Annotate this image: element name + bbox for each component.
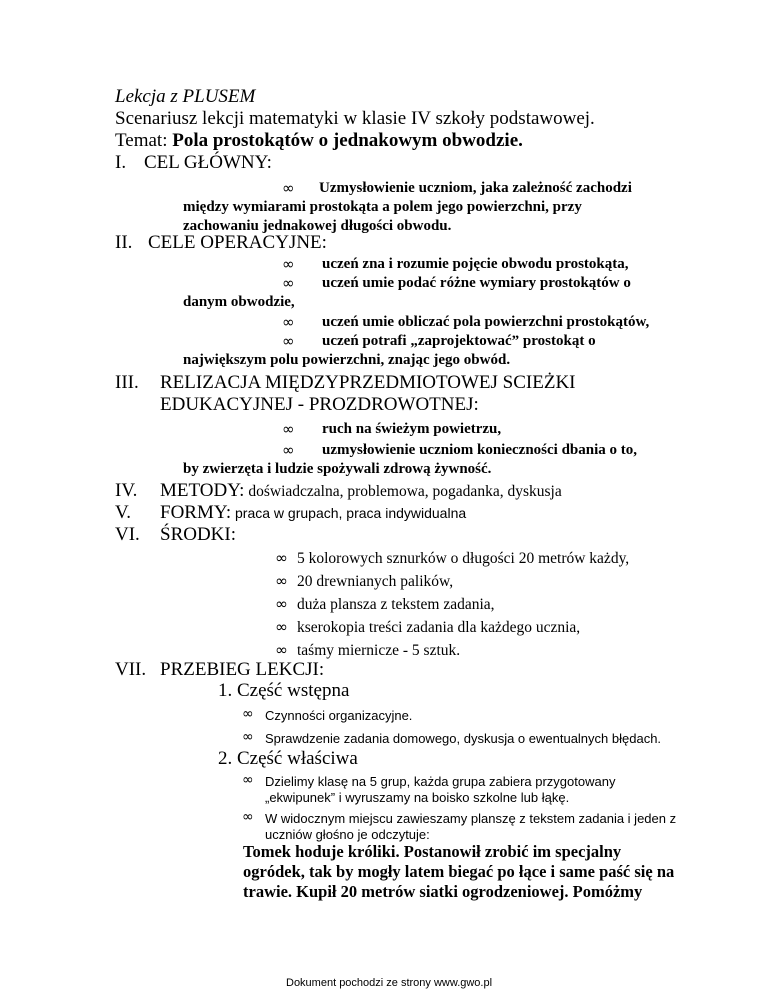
part-2-item-continuation: uczniów głośno je odczytuje: (265, 827, 430, 842)
section-2-item: uczeń umie obliczać pola powierzchni prostokątów, (322, 314, 650, 330)
section-3-item: ruch na świeżym powietrzu, (322, 421, 502, 437)
section-6-item: duża plansza z tekstem zadania, (297, 596, 495, 613)
section-4-number: IV. (115, 480, 138, 501)
bullet-infinity-icon: ∞ (275, 549, 288, 567)
bullet-infinity-icon: ∞ (282, 274, 295, 292)
section-2-number: II. (115, 232, 133, 253)
bullet-infinity-icon: ∞ (282, 255, 295, 273)
bullet-infinity-icon: ∞ (275, 618, 288, 636)
topic-line (115, 130, 523, 152)
section-2-title: CELE OPERACYJNE: (148, 232, 327, 253)
section-6-item: kserokopia treści zadania dla każdego ucznia, (297, 619, 581, 636)
task-line: Tomek hoduje króliki. Postanowił zrobić im specjalny (243, 842, 622, 861)
bullet-infinity-icon: ∞ (282, 420, 295, 438)
part-2-item: W widocznym miejscu zawieszamy planszę z tekstem zadania i jeden z (265, 811, 677, 826)
scenario-line: Scenariusz lekcji matematyki w klasie IV szkoły podstawowej. (115, 108, 595, 129)
section-2-item: uczeń umie podać różne wymiary prostokątów o (322, 275, 631, 291)
lesson-label: Lekcja z PLUSEM (115, 86, 256, 107)
section-1-item-line: zachowaniu jednakowej długości obwodu. (183, 218, 452, 234)
bullet-infinity-icon: ∞ (242, 809, 254, 825)
section-3-title-line: EDUKACYJNEJ - PROZDROWOTNEJ: (160, 394, 479, 415)
section-3-title-line: RELIZACJA MIĘDZYPRZEDMIOTOWEJ SCIEŻKI (160, 372, 576, 393)
section-4-title: METODY: (160, 480, 245, 501)
section-5-number: V. (115, 502, 132, 523)
part-2-title: 2. Część właściwa (218, 748, 358, 769)
bullet-infinity-icon: ∞ (242, 729, 254, 745)
topic-label: Temat: (115, 130, 173, 151)
section-6-item: taśmy miernicze - 5 sztuk. (297, 642, 461, 659)
section-7-number: VII. (115, 659, 147, 680)
section-4-value: doświadczalna, problemowa, pogadanka, dyskusja (244, 483, 562, 500)
bullet-infinity-icon: ∞ (282, 179, 295, 197)
section-1-title: CEL GŁÓWNY: (144, 152, 272, 173)
bullet-infinity-icon: ∞ (275, 641, 288, 659)
section-6-item: 20 drewnianych palików, (297, 573, 454, 590)
section-4-line (160, 480, 562, 503)
section-3-item: uzmysłowienie uczniom konieczności dbania o to, (322, 442, 638, 458)
task-line: ogródek, tak by mogły latem biegać po łące i same paść się na (243, 862, 675, 881)
section-5-title: FORMY: (160, 502, 232, 523)
section-2-item: uczeń zna i rozumie pojęcie obwodu prostokąta, (322, 256, 629, 272)
part-1-item: Czynności organizacyjne. (265, 708, 413, 723)
section-6-title: ŚRODKI: (160, 524, 237, 545)
bullet-infinity-icon: ∞ (275, 572, 288, 590)
bullet-infinity-icon: ∞ (282, 441, 295, 459)
section-1-item-line: Uzmysłowienie uczniom, jaka zależność zachodzi (319, 180, 632, 196)
section-3-item-continuation: by zwierzęta i ludzie spożywali zdrową żywność. (183, 461, 492, 477)
task-line: trawie. Kupił 20 metrów siatki ogrodzeniowej. Pomóżmy (243, 882, 643, 901)
section-2-item-continuation: największym polu powierzchni, znając jego obwód. (183, 352, 511, 368)
section-6-number: VI. (115, 524, 140, 545)
section-7-title: PRZEBIEG LEKCJI: (160, 659, 325, 680)
bullet-infinity-icon: ∞ (242, 772, 254, 788)
section-3-number: III. (115, 372, 139, 393)
bullet-infinity-icon: ∞ (275, 595, 288, 613)
part-1-title: 1. Część wstępna (218, 680, 350, 701)
bullet-infinity-icon: ∞ (242, 706, 254, 722)
part-2-item-continuation: „ekwipunek” i wyruszamy na boisko szkolne lub łąkę. (265, 790, 570, 805)
footer-source: Dokument pochodzi ze strony www.gwo.pl (286, 977, 493, 989)
section-1-number: I. (115, 152, 127, 173)
section-6-item: 5 kolorowych sznurków o długości 20 metrów każdy, (297, 550, 630, 567)
section-5-line (160, 502, 466, 525)
part-1-item: Sprawdzenie zadania domowego, dyskusja o ewentualnych błędach. (265, 731, 662, 746)
bullet-infinity-icon: ∞ (282, 332, 295, 350)
section-5-value: praca w grupach, praca indywidualna (231, 505, 467, 521)
section-2-item-continuation: danym obwodzie, (183, 294, 295, 310)
section-1-item-line: między wymiarami prostokąta a polem jego powierzchni, przy (183, 199, 582, 215)
part-2-item: Dzielimy klasę na 5 grup, każda grupa zabiera przygotowany (265, 774, 616, 789)
section-2-item: uczeń potrafi „zaprojektować” prostokąt o (322, 333, 596, 349)
topic-value: Pola prostokątów o jednakowym obwodzie. (172, 130, 523, 151)
bullet-infinity-icon: ∞ (282, 313, 295, 331)
